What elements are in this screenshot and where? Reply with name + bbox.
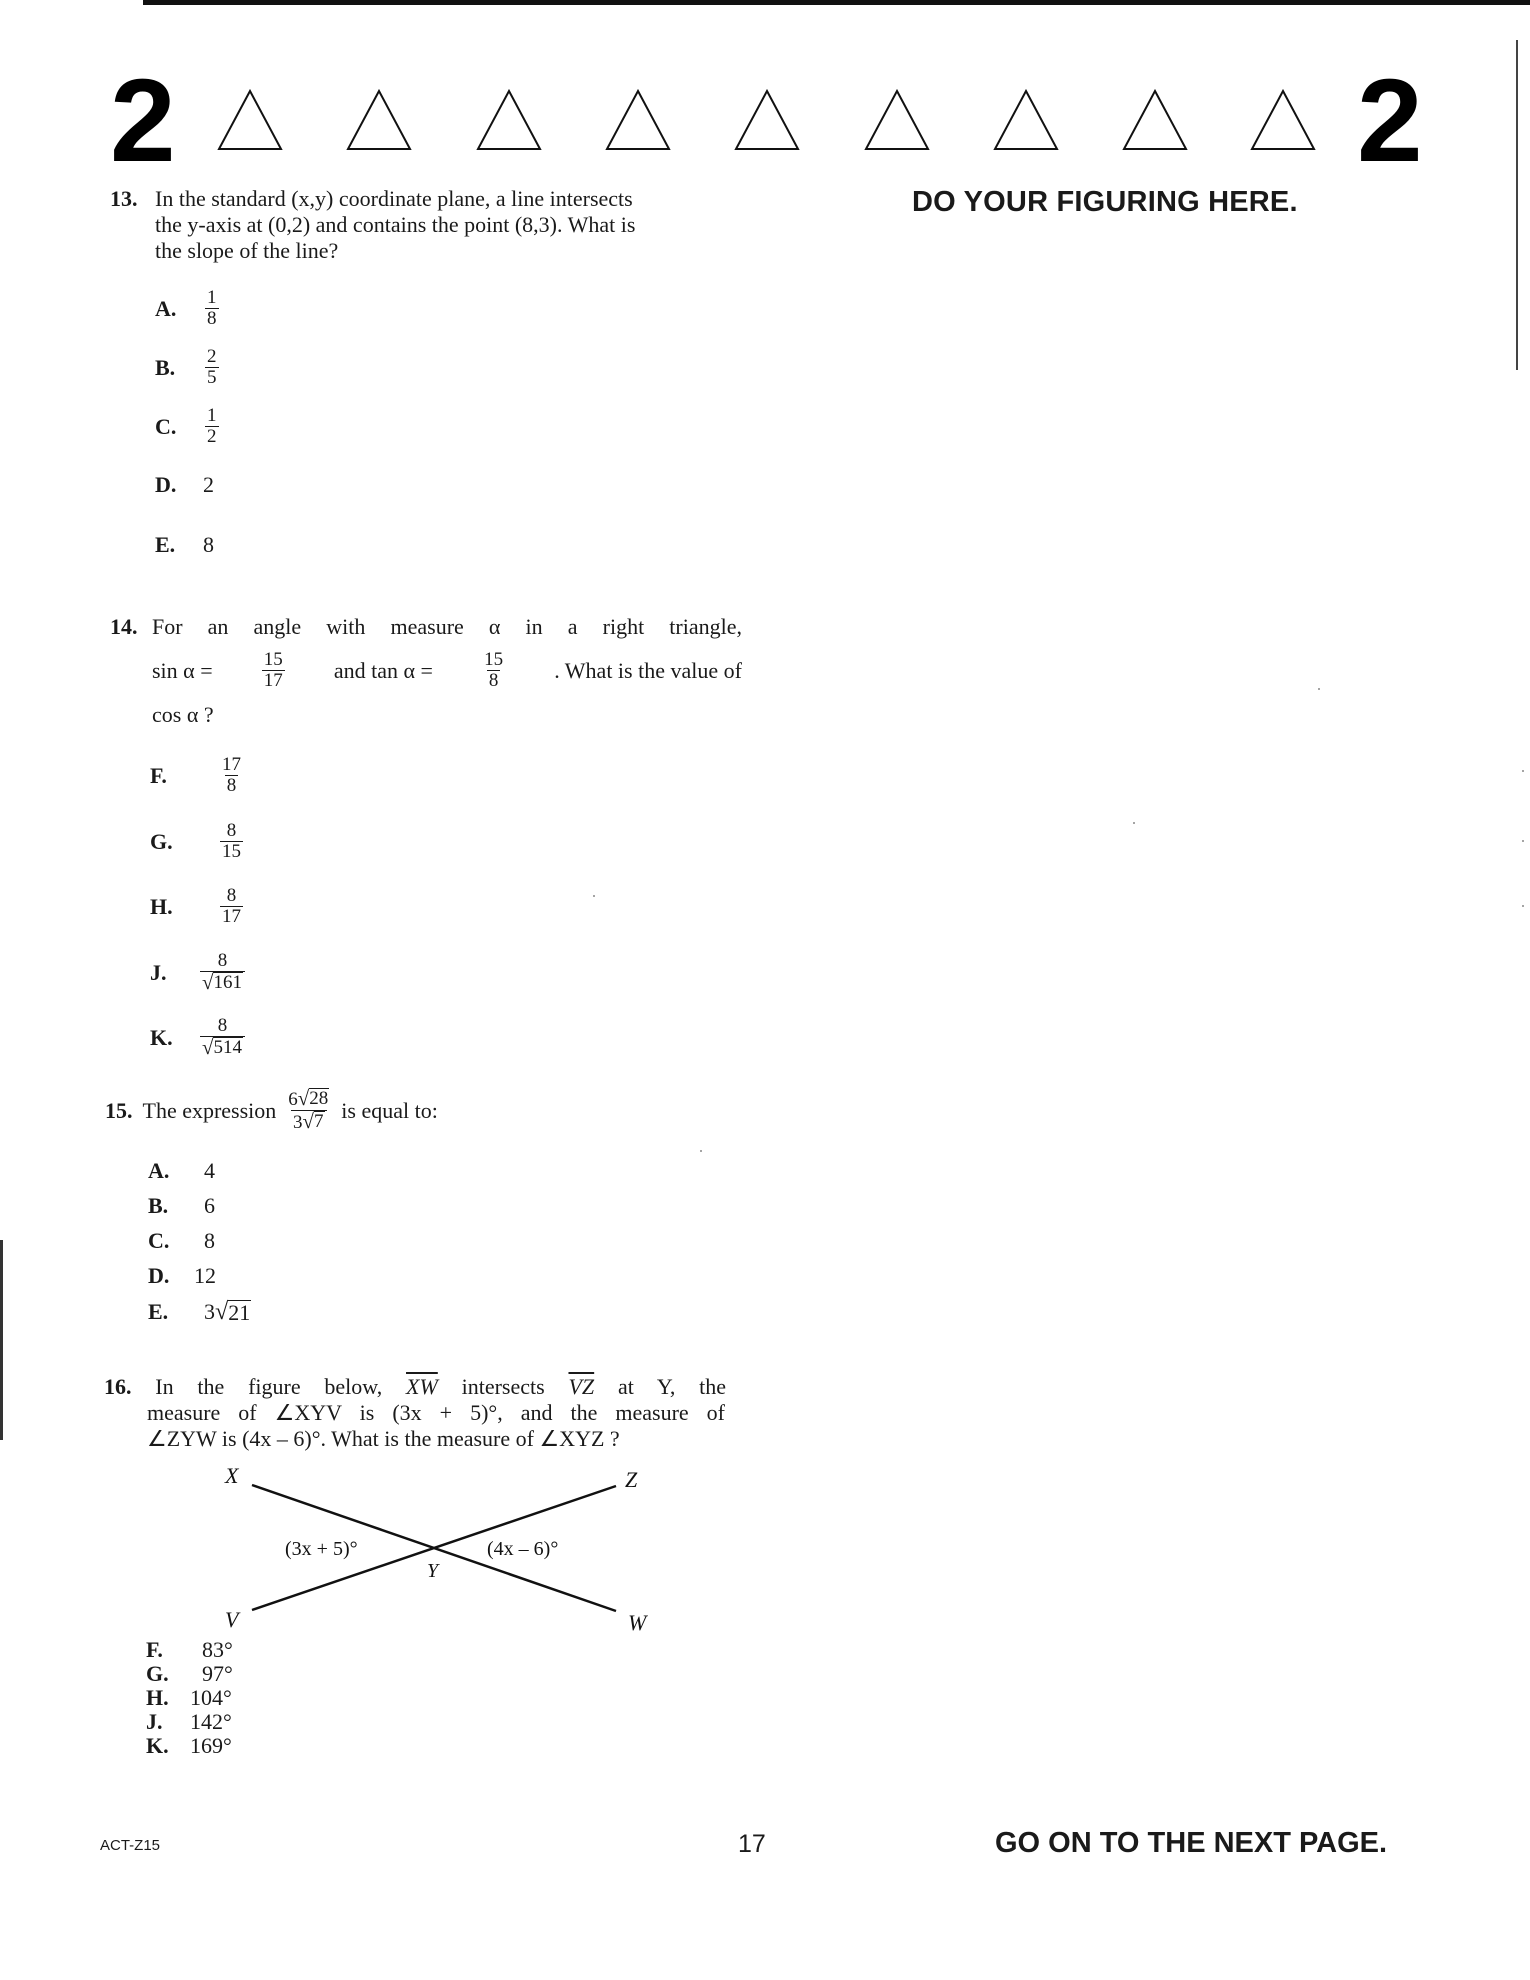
top-rule — [143, 0, 1530, 5]
fraction-numerator: 8 — [226, 820, 237, 841]
answer-option-f[interactable] — [146, 1638, 233, 1662]
option-letter: E. — [155, 532, 176, 557]
angle-label-zyw: (4x – 6)° — [487, 1538, 559, 1560]
answer-option-d[interactable] — [148, 1264, 216, 1288]
answer-option-c[interactable] — [148, 1229, 215, 1253]
option-value: 6 — [204, 1193, 215, 1218]
fraction-denominator: √ 161 — [200, 971, 245, 994]
question-text: In the figure below, — [155, 1374, 383, 1399]
triangle-outline-icon — [1121, 88, 1189, 152]
question-text: is equal to: — [341, 1097, 438, 1123]
scan-speck — [1522, 840, 1524, 842]
option-letter: G. — [150, 828, 173, 854]
segment-xw: $\overline{XW}$ — [406, 1374, 438, 1399]
question-number: 13. — [110, 186, 138, 211]
triangle-outline-icon — [216, 88, 284, 152]
figuring-note: DO YOUR FIGURING HERE. — [912, 186, 1298, 218]
option-fraction — [220, 821, 243, 862]
question-stem — [155, 186, 635, 264]
fraction-denominator: 8 — [226, 775, 237, 796]
triangle-outline-icon — [733, 88, 801, 152]
question-text: at Y, the — [617, 1374, 727, 1399]
option-letter: J. — [150, 959, 167, 985]
question-text: . What is the value of — [554, 657, 742, 683]
question-text: The expression — [142, 1097, 277, 1123]
stem-line: cos α ? — [152, 702, 214, 727]
right-margin-rule — [1516, 40, 1518, 370]
triangle-outline-icon — [863, 88, 931, 152]
radicand: 21 — [228, 1300, 251, 1325]
option-value: 2 — [203, 472, 214, 497]
option-value: 4 — [204, 1158, 215, 1183]
label-v: V — [225, 1607, 239, 1632]
option-value: 104° — [190, 1685, 232, 1710]
stem-line: ∠ZYW is (4x – 6)°. What is the measure of ∠XYZ ? — [147, 1426, 620, 1451]
segment-vz: $\overline{VZ}$ — [568, 1374, 595, 1399]
option-letter: B. — [155, 354, 176, 380]
stem-line — [152, 650, 742, 691]
option-fraction — [220, 755, 243, 796]
test-code: ACT-Z15 — [100, 1837, 161, 1854]
stem-line: For an angle with measure α in a right triangle, — [152, 614, 742, 639]
scan-speck — [1318, 688, 1320, 690]
option-letter: E. — [148, 1299, 169, 1325]
fraction-denominator: 2 — [207, 426, 217, 447]
page-number: 17 — [738, 1830, 766, 1858]
next-page-instruction: GO ON TO THE NEXT PAGE. — [995, 1827, 1388, 1859]
fraction-numerator: 6 √ 28 — [288, 1086, 329, 1110]
fraction-numerator: 1 — [207, 405, 217, 426]
option-letter: D. — [155, 472, 177, 497]
answer-option-j[interactable] — [146, 1710, 232, 1734]
answer-option-h[interactable] — [150, 886, 247, 927]
scan-speck — [1522, 770, 1524, 772]
answer-option-j[interactable] — [150, 951, 249, 994]
radicand: 7 — [314, 1111, 324, 1132]
option-fraction — [205, 288, 219, 329]
label-y: Y — [427, 1560, 439, 1582]
fraction-numerator: 1 — [207, 287, 217, 308]
option-letter: F. — [146, 1637, 163, 1662]
fraction-denominator: 8 — [488, 670, 499, 691]
option-letter: K. — [150, 1024, 173, 1050]
stem-line — [104, 1374, 726, 1400]
coefficient: 3 — [293, 1112, 303, 1133]
fraction-denominator: 5 — [207, 367, 217, 388]
option-fraction — [200, 951, 245, 994]
option-letter: D. — [148, 1263, 170, 1288]
answer-option-g[interactable] — [146, 1662, 233, 1686]
fraction-denominator: 3 √ 7 — [291, 1110, 326, 1133]
option-value: 8 — [204, 1228, 215, 1253]
and-tan-label: and tan α = — [333, 657, 433, 683]
fraction-numerator: 15 — [484, 649, 504, 670]
answer-option-a[interactable] — [155, 288, 223, 329]
option-letter: C. — [148, 1228, 170, 1253]
option-value: 142° — [190, 1709, 232, 1734]
triangle-outline-icon — [1249, 88, 1317, 152]
option-value: 97° — [202, 1661, 233, 1686]
tan-fraction — [482, 650, 505, 691]
scan-speck — [593, 895, 595, 897]
intersecting-lines-figure — [200, 1455, 670, 1635]
label-w: W — [628, 1610, 647, 1635]
stem-line: the slope of the line? — [155, 238, 339, 263]
stem-line: the y-axis at (0,2) and contains the point (8,3). What is — [155, 212, 636, 237]
coefficient: 6 — [288, 1089, 298, 1110]
answer-option-a[interactable] — [148, 1159, 215, 1183]
answer-option-e[interactable] — [155, 533, 214, 557]
question-text: intersects — [461, 1374, 545, 1399]
question-number: 15. — [105, 1097, 133, 1123]
angle-label-xyv: (3x + 5)° — [285, 1538, 358, 1560]
answer-option-f[interactable] — [150, 755, 247, 796]
option-letter: G. — [146, 1661, 169, 1686]
fraction-denominator: 15 — [222, 841, 241, 862]
fraction-numerator: 8 — [226, 885, 237, 906]
answer-option-c[interactable] — [155, 406, 223, 447]
option-fraction — [205, 406, 219, 447]
option-letter: J. — [146, 1709, 163, 1734]
option-letter: K. — [146, 1733, 169, 1758]
option-letter: H. — [150, 893, 173, 919]
expression-fraction — [286, 1088, 331, 1133]
radicand: 28 — [309, 1088, 329, 1109]
option-fraction — [200, 1016, 245, 1059]
answer-option-b[interactable] — [148, 1194, 215, 1218]
answer-option-g[interactable] — [150, 821, 247, 862]
option-value: 8 — [203, 532, 214, 557]
fraction-numerator: 15 — [263, 649, 283, 670]
fraction-denominator: 17 — [222, 906, 241, 927]
option-value: 12 — [194, 1263, 216, 1288]
option-letter: H. — [146, 1685, 169, 1710]
answer-option-k[interactable] — [150, 1016, 249, 1059]
section-number-right: 2 — [1357, 55, 1423, 187]
radicand: 514 — [213, 1037, 242, 1058]
answer-option-b[interactable] — [155, 347, 223, 388]
coefficient: 3 — [204, 1299, 215, 1325]
fraction-denominator: √ 514 — [200, 1036, 245, 1059]
sin-label: sin α = — [152, 657, 213, 683]
stem-line — [105, 1088, 438, 1133]
label-x: X — [225, 1463, 239, 1488]
radicand: 161 — [213, 972, 242, 993]
option-letter: A. — [148, 1158, 170, 1183]
left-margin-mark — [0, 1240, 3, 1440]
question-number: 16. — [104, 1374, 132, 1399]
option-letter: B. — [148, 1193, 169, 1218]
question-number: 14. — [110, 614, 138, 639]
option-value: 169° — [190, 1733, 232, 1758]
triangle-outline-icon — [992, 88, 1060, 152]
triangle-outline-icon — [604, 88, 672, 152]
triangle-outline-icon — [475, 88, 543, 152]
scan-speck — [1133, 822, 1135, 824]
fraction-denominator: 8 — [207, 308, 217, 329]
answer-option-h[interactable] — [146, 1686, 232, 1710]
scan-speck — [1522, 905, 1524, 907]
option-fraction — [220, 886, 243, 927]
fraction-numerator: 8 — [217, 950, 228, 971]
fraction-numerator: 8 — [217, 1015, 228, 1036]
sin-fraction — [262, 650, 285, 691]
stem-line: measure of ∠XYV is (3x + 5)°, and the measure of — [147, 1400, 725, 1425]
option-value: 83° — [202, 1637, 233, 1662]
option-letter: A. — [155, 295, 177, 321]
section-number-left: 2 — [110, 55, 176, 187]
answer-option-e[interactable]: E. 3 √ 21 — [148, 1298, 251, 1325]
option-fraction — [205, 347, 219, 388]
answer-option-d[interactable] — [155, 473, 214, 497]
answer-option-k[interactable] — [146, 1734, 232, 1758]
option-letter: C. — [155, 413, 177, 439]
fraction-denominator: 17 — [263, 670, 283, 691]
stem-line: In the standard (x,y) coordinate plane, a line intersects — [155, 186, 633, 211]
fraction-numerator: 2 — [207, 346, 217, 367]
label-z: Z — [625, 1467, 638, 1492]
triangle-outline-icon — [345, 88, 413, 152]
fraction-numerator: 17 — [222, 754, 241, 775]
option-letter: F. — [150, 762, 167, 788]
scan-speck — [700, 1150, 702, 1152]
